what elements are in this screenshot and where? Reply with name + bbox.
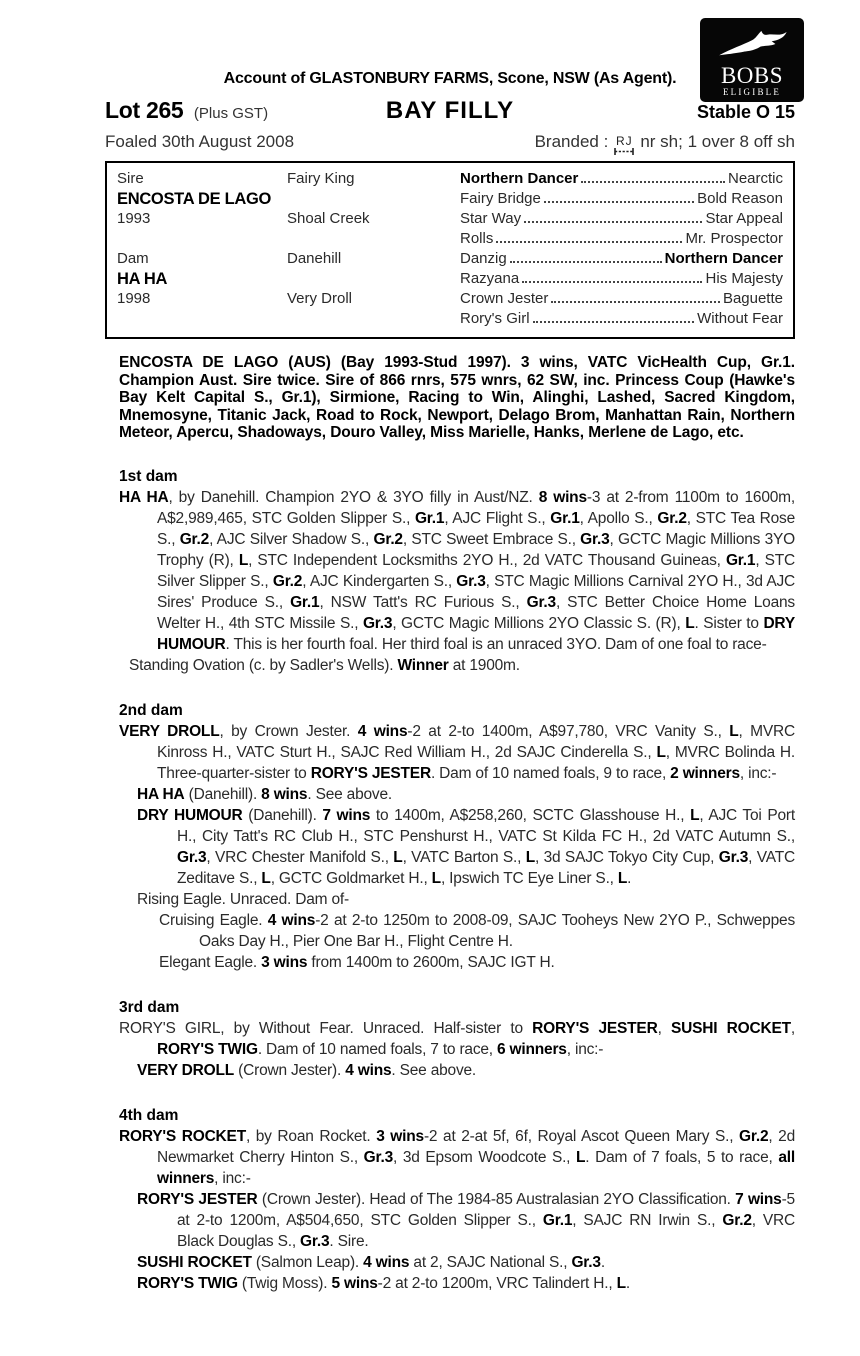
account-line: Account of GLASTONBURY FARMS, Scone, NSW (As Agent). — [223, 70, 677, 87]
plain-text: . See above. — [307, 785, 392, 803]
pedigree-paragraph — [119, 1189, 795, 1252]
pedigree-generation-cell — [117, 229, 287, 249]
bold-text: L — [685, 614, 695, 632]
plain-text: from 1400m to 2600m, SAJC IGT H. — [307, 953, 555, 971]
pedigree-parent-cell: Danehill — [287, 250, 342, 267]
bold-text: RORY'S TWIG — [157, 1040, 258, 1058]
bold-text: 2 winners — [670, 764, 740, 782]
lot-left — [105, 97, 268, 124]
bold-text: Gr.2 — [657, 509, 687, 527]
plain-text: (Twig Moss). — [237, 1274, 332, 1292]
pedigree-row — [117, 229, 783, 249]
plain-text: (Crown Jester). — [234, 1061, 346, 1079]
plain-text: -3 at 2-from 1100m to 1600m, A$2,989,465, STC Golden Slipper S., — [157, 488, 796, 527]
lot-number: Lot 265 — [105, 97, 184, 123]
pedigree-paragraph — [119, 1060, 795, 1081]
plain-text: Standing Ovation (c. by Sadler's Wells). — [129, 656, 398, 674]
bold-text: Gr.3 — [580, 530, 610, 548]
bold-text: Gr.2 — [373, 530, 403, 548]
bold-text: 4 wins — [267, 911, 316, 929]
bold-text: 8 wins — [538, 488, 587, 506]
bold-text: Gr.2 — [179, 530, 210, 548]
dam-section — [119, 466, 795, 676]
plain-text: Cruising Eagle. — [159, 911, 268, 929]
plain-text: , GCTC Magic Millions 2YO Classic S. (R), — [392, 614, 686, 632]
plain-text: (Crown Jester). Head of The 1984-85 Australasian 2YO Classification. — [257, 1190, 736, 1208]
plain-text: . — [600, 1253, 605, 1271]
pedigree-parent-cell — [287, 309, 460, 329]
bold-text: DRY HUMOUR — [157, 614, 795, 653]
pedigree-row — [117, 289, 783, 309]
bold-text: 4 wins — [363, 1253, 410, 1271]
bold-text: L — [525, 848, 535, 866]
plain-text: , inc:- — [566, 1040, 604, 1058]
bold-text: SUSHI ROCKET — [137, 1253, 252, 1271]
bold-text: Winner — [397, 656, 449, 674]
bold-text: Gr.3 — [456, 572, 486, 590]
bold-text: RORY'S JESTER — [532, 1019, 658, 1037]
bold-text: L — [238, 551, 249, 569]
plain-text: , GCTC Magic Millions 3YO Trophy (R), — [157, 530, 795, 569]
pedigree-generation-cell — [117, 309, 287, 329]
plain-text: -5 at 2-to 1200m, A$504,650, STC Golden Slipper S., — [177, 1190, 795, 1229]
ancestor-parent: His Majesty — [705, 270, 783, 287]
plain-text: , AJC Kindergarten S., — [302, 572, 457, 590]
plain-text: , AJC Silver Shadow S., — [209, 530, 374, 548]
plain-text: , MVRC Kinross H., VATC Sturt H., SAJC Red William H., 2d SAJC Cinderella S., — [157, 722, 795, 761]
bold-text: RORY'S JESTER — [310, 764, 431, 782]
plain-text: . See above. — [391, 1061, 477, 1079]
brand-letters: RJ — [615, 134, 633, 148]
plain-text: , inc:- — [739, 764, 777, 782]
pedigree-parent-cell: Fairy King — [287, 170, 355, 187]
plain-text: , 3d Epsom Woodcote S., — [393, 1148, 576, 1166]
plain-text: , STC Sweet Embrace S., — [402, 530, 581, 548]
bold-text: 4 wins — [345, 1061, 392, 1079]
pedigree-paragraph — [119, 889, 795, 910]
bold-text: VERY DROLL — [137, 1061, 235, 1079]
pedigree-text-column — [119, 354, 795, 1294]
plain-text: . Sister to — [694, 614, 764, 632]
bold-text: RORY'S ROCKET — [119, 1127, 246, 1145]
pedigree-generation-cell: Sire — [117, 170, 144, 187]
plain-text: Rising Eagle. Unraced. Dam of- — [137, 890, 349, 908]
bold-text: HA HA — [137, 785, 185, 803]
lot-gst-note: (Plus GST) — [193, 105, 269, 122]
pedigree-ancestor-cell — [460, 169, 783, 189]
bold-text: 4 wins — [357, 722, 408, 740]
pedigree-paragraph — [119, 1018, 795, 1060]
plain-text: , — [657, 1019, 671, 1037]
plain-text: (Danehill). — [184, 785, 262, 803]
pedigree-generation-cell: 1998 — [117, 290, 151, 307]
catalogue-page — [105, 0, 795, 1294]
stable-number: Stable O 15 — [696, 102, 795, 122]
brand-mark — [613, 135, 635, 155]
bold-text: Gr.3 — [526, 593, 556, 611]
ancestor-name: Star Way — [460, 210, 522, 227]
pedigree-row — [117, 209, 783, 229]
bold-text: L — [431, 869, 441, 887]
ancestor-parent: Mr. Prospector — [685, 230, 783, 247]
plain-text: , STC Better Choice Home Loans Welter H., 4th STC Missile S., — [157, 593, 795, 632]
ancestor-name: Fairy Bridge — [460, 190, 541, 207]
pedigree-paragraph — [119, 487, 795, 655]
plain-text: . Sire. — [329, 1232, 369, 1250]
plain-text: , STC Magic Millions Carnival 2YO H., 3d AJC Sires' Produce S., — [157, 572, 796, 611]
branded-info — [535, 132, 795, 152]
pedigree-ancestor-cell — [460, 189, 783, 209]
branded-rest: nr sh; 1 over 8 off sh — [640, 132, 795, 151]
bold-text: RORY'S JESTER — [137, 1190, 258, 1208]
bold-text: Gr.3 — [177, 848, 207, 866]
plain-text: , VRC Black Douglas S., — [177, 1211, 796, 1250]
ancestor-parent: Star Appeal — [705, 210, 783, 227]
plain-text: , STC Tea Rose S., — [157, 509, 796, 548]
plain-text: . Dam of 7 foals, 5 to race, — [585, 1148, 779, 1166]
brand-symbol-icon — [613, 147, 635, 155]
pedigree-table — [105, 161, 795, 339]
plain-text: , inc:- — [214, 1169, 251, 1187]
pedigree-paragraph — [119, 721, 795, 784]
bold-text: Gr.3 — [362, 614, 393, 632]
pedigree-paragraph — [119, 910, 795, 952]
dot-leader — [496, 241, 682, 243]
bold-text: 7 wins — [735, 1190, 782, 1208]
pedigree-parent-cell — [287, 269, 460, 289]
bold-text: L — [576, 1148, 586, 1166]
dot-leader — [510, 261, 662, 263]
bold-text: 5 wins — [331, 1274, 378, 1292]
plain-text: , 2d Newmarket Cherry Hinton S., — [157, 1127, 796, 1166]
ancestor-parent: Bold Reason — [697, 190, 783, 207]
plain-text: , VRC Chester Manifold S., — [206, 848, 394, 866]
ancestor-name: Rory's Girl — [460, 310, 530, 327]
ancestor-name: Danzig — [460, 250, 507, 267]
bold-text: 3 wins — [376, 1127, 424, 1145]
bold-text: Gr.2 — [739, 1127, 769, 1145]
bold-text: ENCOSTA DE LAGO (AUS) (Bay 1993-Stud 1997). 3 wins, VATC VicHealth Cup, Gr.1. Champion Aust. Sire twice. Sire of 866 rnrs, 575 wnrs, 62 SW, inc. Princess Coup (Hawke's Bay Kelt Capital S., Gr.1), Sirmione, Racing to Win, Alinghi, Lashed, Sacred Kingdom, Mnemosyne, Titanic Jack, Road to Rock, Newport, Delago Brom, Manhattan Rain, Northern Meteor, Apercu, Shadoways, Douro Valley, Miss Marielle, Hanks, Merlene de Lago, etc. — [119, 354, 795, 441]
dam-section — [119, 700, 795, 973]
pedigree-ancestor-cell — [460, 269, 783, 289]
section-heading: 1st dam — [119, 467, 178, 485]
bold-text: 6 winners — [497, 1040, 567, 1058]
pedigree-row — [117, 169, 783, 189]
plain-text: , Apollo S., — [579, 509, 658, 527]
plain-text: -2 at 2-to 1400m, A$97,780, VRC Vanity S., — [407, 722, 730, 740]
plain-text: . — [627, 869, 632, 887]
plain-text: . — [625, 1274, 630, 1292]
bold-text: Gr.3 — [718, 848, 749, 866]
dot-leader — [533, 321, 695, 323]
bobs-logo-subtitle: ELIGIBLE — [722, 87, 782, 97]
bold-text: Gr.1 — [290, 593, 320, 611]
pedigree-row — [117, 269, 783, 289]
bold-text: L — [393, 848, 403, 866]
dot-leader — [522, 281, 702, 283]
bold-text: SUSHI ROCKET — [670, 1019, 791, 1037]
pedigree-generation-cell: 1993 — [117, 210, 151, 227]
ancestor-parent: Without Fear — [697, 310, 783, 327]
bold-text: RORY'S TWIG — [137, 1274, 238, 1292]
bold-text: HA HA — [119, 488, 169, 506]
plain-text: . Dam of 10 named foals, 9 to race, — [430, 764, 671, 782]
plain-text: , AJC Flight S., — [444, 509, 551, 527]
section-heading: 3rd dam — [119, 998, 180, 1016]
bold-text: L — [617, 869, 628, 887]
pedigree-ancestor-cell — [460, 229, 783, 249]
pedigree-generation-cell: Dam — [117, 250, 149, 267]
bold-text: DRY HUMOUR — [137, 806, 243, 824]
bold-text: L — [729, 722, 739, 740]
plain-text: , by Roan Rocket. — [245, 1127, 377, 1145]
plain-text: , by Crown Jester. — [219, 722, 358, 740]
plain-text: , SAJC RN Irwin S., — [572, 1211, 723, 1229]
bold-text: Gr.3 — [363, 1148, 394, 1166]
pedigree-ancestor-cell — [460, 209, 783, 229]
plain-text: at 1900m. — [448, 656, 520, 674]
pedigree-ancestor-cell — [460, 309, 783, 329]
plain-text: . Dam of 10 named foals, 7 to race, — [257, 1040, 498, 1058]
dot-leader — [551, 301, 720, 303]
ancestor-name: Razyana — [460, 270, 520, 287]
pedigree-paragraph — [119, 784, 795, 805]
plain-text: , STC Silver Slipper S., — [157, 551, 795, 590]
ancestor-name: Rolls — [460, 230, 494, 247]
plain-text: Elegant Eagle. — [159, 953, 262, 971]
plain-text: , VATC Zeditave S., — [177, 848, 795, 887]
plain-text: , — [790, 1019, 795, 1037]
pedigree-paragraph — [119, 1252, 795, 1273]
pedigree-paragraph — [119, 952, 795, 973]
plain-text: , MVRC Bolinda H. Three-quarter-sister to — [157, 743, 796, 782]
pedigree-paragraph — [119, 655, 795, 676]
lot-row — [105, 97, 795, 125]
ancestor-name: Northern Dancer — [460, 170, 579, 187]
plain-text: (Danehill). — [242, 806, 323, 824]
bold-text: all winners — [157, 1148, 795, 1187]
plain-text: , GCTC Goldmarket H., — [270, 869, 432, 887]
dam-section — [119, 1105, 795, 1294]
plain-text: -2 at 2-to 1250m to 2008-09, SAJC Tooheys New 2YO P., Schweppes Oaks Day H., Pier One Bar H., Flight Centre H. — [199, 911, 795, 950]
pedigree-parent-cell: Very Droll — [287, 290, 353, 307]
branded-label: Branded : — [534, 132, 609, 151]
pedigree-ancestor-cell — [460, 249, 783, 269]
bold-text: Gr.1 — [414, 509, 445, 527]
plain-text: -2 at 2-at 5f, 6f, Royal Ascot Queen Mary S., — [423, 1127, 739, 1145]
plain-text: , AJC Toi Port H., City Tatt's RC Club H., STC Penshurst H., VATC St Kilda FC H., 2d VATC Autumn S., — [177, 806, 795, 845]
pedigree-row — [117, 249, 783, 269]
pedigree-parent-cell: Shoal Creek — [287, 210, 370, 227]
plain-text: (Salmon Leap). — [251, 1253, 364, 1271]
section-heading: 4th dam — [119, 1106, 179, 1124]
bold-text: Gr.2 — [272, 572, 303, 590]
bold-text: L — [690, 806, 700, 824]
bold-text: 8 wins — [261, 785, 308, 803]
plain-text: , 3d SAJC Tokyo City Cup, — [535, 848, 719, 866]
pedigree-ancestor-cell — [460, 289, 783, 309]
pedigree-parent-cell — [287, 189, 460, 209]
plain-text: . This is her fourth foal. Her third foal is an unraced 3YO. Dam of one foal to race- — [225, 635, 767, 653]
foaled-row — [105, 132, 795, 152]
horse-description: BAY FILLY — [385, 97, 515, 124]
pedigree-row — [117, 309, 783, 329]
dot-leader — [581, 181, 725, 183]
ancestor-parent: Baguette — [722, 290, 783, 307]
pedigree-parent-cell — [287, 229, 460, 249]
pedigree-paragraph — [119, 805, 795, 889]
plain-text: , by Danehill. Champion 2YO & 3YO filly in Aust/NZ. — [168, 488, 539, 506]
plain-text: , NSW Tatt's RC Furious S., — [319, 593, 527, 611]
bold-text: L — [261, 869, 271, 887]
bold-text: L — [656, 743, 666, 761]
horse-name: HA HA — [117, 270, 168, 288]
horse-name: ENCOSTA DE LAGO — [117, 190, 272, 208]
pedigree-row — [117, 189, 783, 209]
bold-text: Gr.3 — [300, 1232, 330, 1250]
plain-text: -2 at 2-to 1200m, VRC Talindert H., — [377, 1274, 617, 1292]
section-heading: 2nd dam — [119, 701, 183, 719]
ancestor-parent: Northern Dancer — [664, 250, 783, 267]
sire-summary — [119, 354, 795, 442]
plain-text: , Ipswich TC Eye Liner S., — [440, 869, 618, 887]
bold-text: Gr.2 — [722, 1211, 752, 1229]
bold-text: 7 wins — [322, 806, 371, 824]
dot-leader — [544, 201, 694, 203]
bold-text: Gr.1 — [550, 509, 580, 527]
dot-leader — [524, 221, 702, 223]
bold-text: Gr.1 — [542, 1211, 573, 1229]
plain-text: RORY'S GIRL, by Without Fear. Unraced. Half-sister to — [119, 1019, 533, 1037]
bold-text: L — [616, 1274, 626, 1292]
bold-text: VERY DROLL — [119, 722, 220, 740]
bold-text: Gr.3 — [571, 1253, 601, 1271]
plain-text: to 1400m, A$258,260, SCTC Glasshouse H., — [370, 806, 691, 824]
bold-text: 3 wins — [261, 953, 308, 971]
bold-text: Gr.1 — [725, 551, 756, 569]
plain-text: , VATC Barton S., — [402, 848, 526, 866]
dam-section — [119, 997, 795, 1081]
bobs-logo-title: BOBS — [720, 63, 784, 88]
foaled-date: Foaled 30th August 2008 — [105, 132, 295, 151]
pedigree-paragraph — [119, 1273, 795, 1294]
ancestor-name: Crown Jester — [460, 290, 549, 307]
pedigree-paragraph — [119, 1126, 795, 1189]
ancestor-parent: Nearctic — [727, 170, 783, 187]
plain-text: , STC Independent Locksmiths 2YO H., 2d VATC Thousand Guineas, — [248, 551, 726, 569]
plain-text: at 2, SAJC National S., — [409, 1253, 572, 1271]
